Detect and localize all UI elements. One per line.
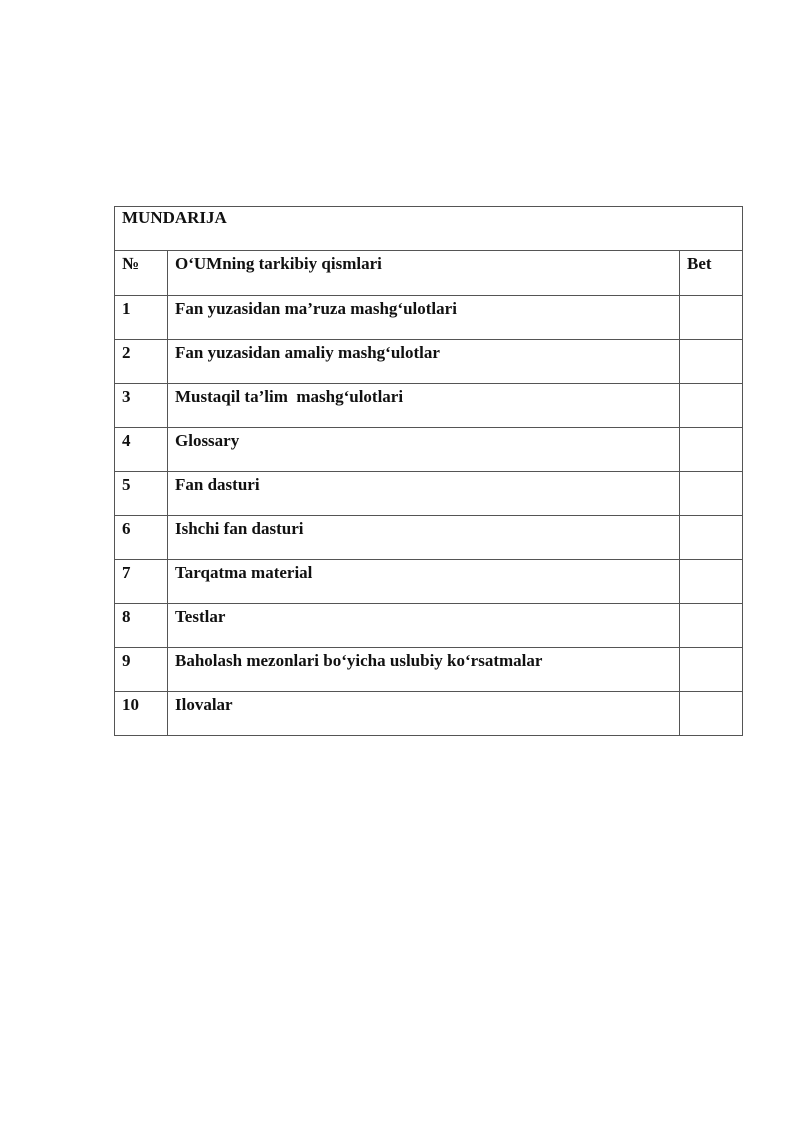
row-page <box>679 428 742 472</box>
table-row <box>115 516 743 560</box>
row-page <box>679 648 742 692</box>
row-section: Testlar <box>168 604 680 648</box>
table-row <box>115 692 743 736</box>
row-number: 10 <box>115 692 168 736</box>
row-page <box>679 340 742 384</box>
row-section: Ilovalar <box>168 692 680 736</box>
table-row <box>115 560 743 604</box>
row-page <box>679 692 742 736</box>
row-number: 7 <box>115 560 168 604</box>
row-page <box>679 384 742 428</box>
number-column-header: № <box>115 251 168 296</box>
table-row <box>115 428 743 472</box>
row-number: 6 <box>115 516 168 560</box>
toc-header-row <box>115 251 743 296</box>
table-of-contents <box>114 206 743 736</box>
row-number: 4 <box>115 428 168 472</box>
row-section: Fan dasturi <box>168 472 680 516</box>
row-section: Ishchi fan dasturi <box>168 516 680 560</box>
row-page <box>679 296 742 340</box>
row-page <box>679 516 742 560</box>
row-section: Baholash mezonlari bo‘yicha uslubiy ko‘rsatmalar <box>168 648 680 692</box>
row-section: Glossary <box>168 428 680 472</box>
table-row <box>115 648 743 692</box>
row-section: Mustaqil ta’lim mashg‘ulotlari <box>168 384 680 428</box>
table-row <box>115 384 743 428</box>
table-row <box>115 604 743 648</box>
row-page <box>679 604 742 648</box>
row-section: Fan yuzasidan amaliy mashg‘ulotlar <box>168 340 680 384</box>
row-number: 8 <box>115 604 168 648</box>
toc-title: MUNDARIJA <box>115 207 743 251</box>
row-page <box>679 560 742 604</box>
row-number: 2 <box>115 340 168 384</box>
table-row <box>115 340 743 384</box>
toc-title-row <box>115 207 743 251</box>
row-page <box>679 472 742 516</box>
row-number: 5 <box>115 472 168 516</box>
section-column-header: O‘UMning tarkibiy qismlari <box>168 251 680 296</box>
table-row <box>115 472 743 516</box>
page-column-header: Bet <box>679 251 742 296</box>
row-number: 9 <box>115 648 168 692</box>
table-row <box>115 296 743 340</box>
row-number: 3 <box>115 384 168 428</box>
row-section: Tarqatma material <box>168 560 680 604</box>
row-section: Fan yuzasidan ma’ruza mashg‘ulotlari <box>168 296 680 340</box>
row-number: 1 <box>115 296 168 340</box>
